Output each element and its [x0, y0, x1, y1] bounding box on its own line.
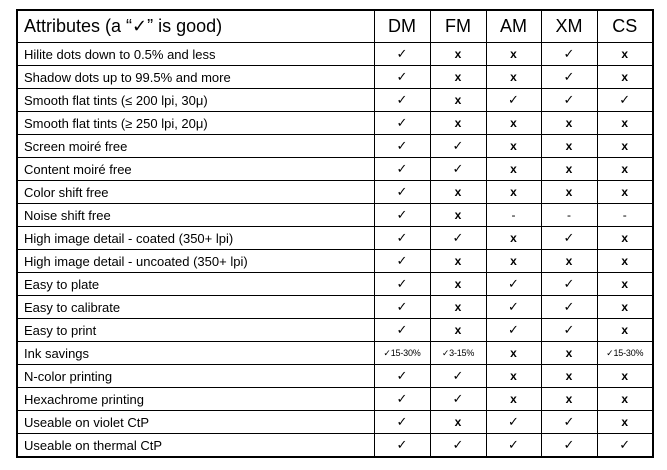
attributes-comparison-table [16, 9, 654, 458]
table-row [17, 89, 653, 112]
cell-dm: ✓ [374, 158, 430, 181]
table-row [17, 342, 653, 365]
cell-am: x [486, 388, 541, 411]
cell-am: - [486, 204, 541, 227]
cell-xm: x [541, 365, 597, 388]
attributes-column-header: Attributes (a “✓” is good) [17, 10, 374, 43]
table-row [17, 158, 653, 181]
cell-cs: x [597, 250, 653, 273]
attribute-label: Useable on violet CtP [17, 411, 374, 434]
cell-fm: ✓ [430, 365, 486, 388]
attribute-label: Color shift free [17, 181, 374, 204]
cell-dm: ✓ [374, 273, 430, 296]
cell-fm: x [430, 181, 486, 204]
cell-dm: ✓ [374, 43, 430, 66]
cell-xm: x [541, 112, 597, 135]
attribute-label: Hexachrome printing [17, 388, 374, 411]
cell-dm: ✓ [374, 204, 430, 227]
table-row [17, 204, 653, 227]
cell-am: x [486, 158, 541, 181]
cell-xm: ✓ [541, 66, 597, 89]
cell-fm: ✓ [430, 434, 486, 458]
cell-cs: x [597, 388, 653, 411]
cell-xm: ✓ [541, 434, 597, 458]
cell-dm: ✓ [374, 365, 430, 388]
table-row [17, 181, 653, 204]
cell-dm: ✓ [374, 296, 430, 319]
cell-cs: x [597, 227, 653, 250]
attribute-label: N-color printing [17, 365, 374, 388]
attribute-label: Useable on thermal CtP [17, 434, 374, 458]
cell-xm: ✓ [541, 89, 597, 112]
cell-am: x [486, 342, 541, 365]
table-row [17, 135, 653, 158]
cell-xm: x [541, 158, 597, 181]
cell-fm: x [430, 89, 486, 112]
cell-am: ✓ [486, 273, 541, 296]
cell-cs: x [597, 66, 653, 89]
cell-fm: x [430, 411, 486, 434]
cell-fm: x [430, 250, 486, 273]
cell-dm: ✓15-30% [374, 342, 430, 365]
comparison-table-container [16, 9, 654, 458]
cell-cs: x [597, 411, 653, 434]
cell-am: x [486, 181, 541, 204]
cell-dm: ✓ [374, 227, 430, 250]
cell-dm: ✓ [374, 388, 430, 411]
cell-cs: x [597, 319, 653, 342]
cell-dm: ✓ [374, 181, 430, 204]
column-header-cs: CS [597, 10, 653, 43]
table-row [17, 411, 653, 434]
attribute-label: Easy to print [17, 319, 374, 342]
cell-cs: x [597, 135, 653, 158]
table-header-row [17, 10, 653, 43]
column-header-fm: FM [430, 10, 486, 43]
cell-fm: x [430, 43, 486, 66]
cell-fm: ✓ [430, 227, 486, 250]
cell-am: x [486, 135, 541, 158]
cell-dm: ✓ [374, 411, 430, 434]
cell-fm: x [430, 273, 486, 296]
cell-fm: x [430, 204, 486, 227]
cell-cs: ✓ [597, 89, 653, 112]
cell-am: x [486, 66, 541, 89]
cell-am: x [486, 43, 541, 66]
cell-cs: x [597, 365, 653, 388]
attribute-label: Noise shift free [17, 204, 374, 227]
column-header-dm: DM [374, 10, 430, 43]
attribute-label: Smooth flat tints (≤ 200 lpi, 30μ) [17, 89, 374, 112]
cell-xm: ✓ [541, 227, 597, 250]
cell-am: x [486, 227, 541, 250]
table-row [17, 43, 653, 66]
attribute-label: Ink savings [17, 342, 374, 365]
cell-am: ✓ [486, 296, 541, 319]
attribute-label: Content moiré free [17, 158, 374, 181]
cell-dm: ✓ [374, 135, 430, 158]
cell-cs: x [597, 43, 653, 66]
attribute-label: Shadow dots up to 99.5% and more [17, 66, 374, 89]
cell-fm: ✓ [430, 158, 486, 181]
attribute-label: Screen moiré free [17, 135, 374, 158]
cell-xm: x [541, 388, 597, 411]
cell-xm: ✓ [541, 273, 597, 296]
column-header-xm: XM [541, 10, 597, 43]
attribute-label: Easy to calibrate [17, 296, 374, 319]
table-row [17, 250, 653, 273]
cell-am: ✓ [486, 319, 541, 342]
attribute-label: Easy to plate [17, 273, 374, 296]
cell-am: x [486, 365, 541, 388]
cell-cs: x [597, 296, 653, 319]
cell-dm: ✓ [374, 434, 430, 458]
cell-cs: x [597, 112, 653, 135]
cell-xm: ✓ [541, 43, 597, 66]
cell-dm: ✓ [374, 66, 430, 89]
cell-xm: ✓ [541, 319, 597, 342]
cell-xm: x [541, 250, 597, 273]
cell-dm: ✓ [374, 319, 430, 342]
cell-xm: x [541, 181, 597, 204]
attribute-label: High image detail - uncoated (350+ lpi) [17, 250, 374, 273]
attribute-label: High image detail - coated (350+ lpi) [17, 227, 374, 250]
table-row [17, 319, 653, 342]
cell-cs: x [597, 181, 653, 204]
cell-xm: - [541, 204, 597, 227]
cell-am: ✓ [486, 434, 541, 458]
cell-am: x [486, 112, 541, 135]
cell-fm: x [430, 112, 486, 135]
cell-fm: x [430, 66, 486, 89]
table-row [17, 365, 653, 388]
cell-fm: ✓3-15% [430, 342, 486, 365]
table-row [17, 434, 653, 458]
cell-cs: ✓ [597, 434, 653, 458]
cell-fm: ✓ [430, 135, 486, 158]
cell-cs: - [597, 204, 653, 227]
table-row [17, 296, 653, 319]
cell-am: ✓ [486, 89, 541, 112]
table-row [17, 273, 653, 296]
cell-fm: ✓ [430, 388, 486, 411]
cell-xm: x [541, 135, 597, 158]
table-body [17, 43, 653, 458]
cell-cs: x [597, 273, 653, 296]
column-header-am: AM [486, 10, 541, 43]
cell-fm: x [430, 296, 486, 319]
cell-xm: ✓ [541, 296, 597, 319]
cell-xm: x [541, 342, 597, 365]
cell-xm: ✓ [541, 411, 597, 434]
table-row [17, 112, 653, 135]
cell-dm: ✓ [374, 112, 430, 135]
table-row [17, 66, 653, 89]
cell-cs: ✓15-30% [597, 342, 653, 365]
cell-dm: ✓ [374, 250, 430, 273]
attribute-label: Hilite dots down to 0.5% and less [17, 43, 374, 66]
table-row [17, 227, 653, 250]
cell-dm: ✓ [374, 89, 430, 112]
table-row [17, 388, 653, 411]
cell-fm: x [430, 319, 486, 342]
cell-am: ✓ [486, 411, 541, 434]
cell-cs: x [597, 158, 653, 181]
cell-am: x [486, 250, 541, 273]
attribute-label: Smooth flat tints (≥ 250 lpi, 20μ) [17, 112, 374, 135]
